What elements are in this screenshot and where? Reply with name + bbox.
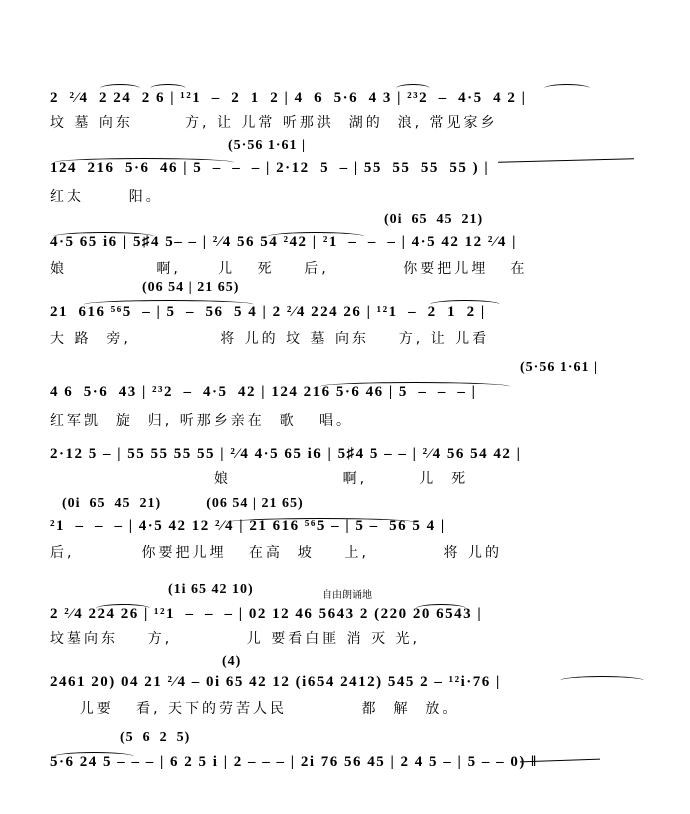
bracket-intro: (4) <box>222 654 242 669</box>
bracket-intro: (5·56 1·61 | <box>520 360 599 375</box>
slur-mark <box>320 382 510 391</box>
bracket-intro: (06 54 | 21 65) <box>142 280 240 295</box>
slur-mark <box>430 300 500 309</box>
slur-mark <box>54 158 234 167</box>
notation-line: 4·5 65 i6 | 5♯4 5– – | ²⁄4 56 54 ²42 | ²1 – – – | 4·5 42 12 ²⁄4 | <box>50 234 517 250</box>
staff-system-5 <box>0 358 690 438</box>
slur-mark <box>96 604 150 613</box>
bracket-intro: (0i 65 45 21) <box>384 212 484 227</box>
tempo-direction: 自由朗诵地 <box>322 590 372 601</box>
bracket-intro: (5 6 2 5) <box>120 730 191 745</box>
notation-line: 2·12 5 – | 55 55 55 55 | ²⁄4 4·5 65 i6 | 5♯4 5 – – | ²⁄4 56 54 42 | <box>50 446 522 462</box>
slur-mark <box>100 84 140 93</box>
staff-system-7 <box>0 494 690 574</box>
slur-mark <box>396 84 430 93</box>
lyrics-line: 坟墓向东 方, 儿 要看白匪 消 灭 光, <box>50 631 421 647</box>
slur-mark <box>54 752 134 761</box>
bracket-intro: (0i 65 45 21) (06 54 | 21 65) <box>62 496 304 511</box>
bracket-intro: (5·56 1·61 | <box>228 138 307 153</box>
lyrics-line: 儿要 看, 天下的劳苦人民 都 解 放。 <box>50 701 460 717</box>
slur-mark <box>560 676 644 685</box>
notation-line: 4 6 5·6 43 | ²³2 – 4·5 42 | 124 216 5·6 46 | 5 – – – | <box>50 384 477 400</box>
lyrics-line: 红太 阳。 <box>50 189 163 205</box>
slur-mark <box>226 518 416 527</box>
staff-system-8 <box>0 580 690 660</box>
slur-mark <box>268 232 364 241</box>
lyrics-line: 后, 你要把儿埋 在高 坡 上, 将 儿的 <box>50 545 502 561</box>
lyrics-line: 大 路 旁, 将 儿的 坟 墓 向东 方, 让 儿看 <box>50 331 490 347</box>
bracket-intro: (1i 65 42 10) <box>168 582 254 597</box>
notation-line: 2461 20) 04 21 ²⁄4 – 0i 65 42 12 (i654 2412) 545 2 – ¹²i·76 | <box>50 674 501 690</box>
staff-system-9 <box>0 654 690 734</box>
notation-line: ²1 – – – | 4·5 42 12 ²⁄4 | 21 616 ⁵⁶5 – | 5 – 56 5 4 | <box>50 518 446 534</box>
slur-mark <box>544 84 590 93</box>
staff-system-4 <box>0 278 690 358</box>
notation-line: 2 ²⁄4 224 26 | ¹²1 – – – | 02 12 46 5643 2 (220 20 6543 | <box>50 606 483 622</box>
slur-mark <box>150 84 186 93</box>
slur-mark <box>416 604 466 613</box>
notation-line: 21 616 ⁵⁶5 – | 5 – 56 5 4 | 2 ²⁄4 224 26 | ¹²1 – 2 1 2 | <box>50 304 486 320</box>
lyrics-line: 娘 啊, 儿 死 后, 你要把儿埋 在 <box>50 261 528 277</box>
notation-line: 5·6 24 5 – – – | 6 2 5 i | 2 – – – | 2i 76 56 45 | 2 4 5 – | 5 – – 0) ‖ <box>50 754 538 770</box>
slur-mark <box>54 232 154 241</box>
lyrics-line: 坟 墓 向东 方, 让 儿常 听那洪 湖的 浪, 常见家乡 <box>50 115 498 131</box>
lyrics-line: 红军凯 旋 归, 听那乡亲在 歌 唱。 <box>50 413 353 429</box>
notation-line: 2 ²⁄4 2 24 2 6 | ¹²1 – 2 1 2 | 4 6 5·6 4 3 | ²³2 – 4·5 4 2 | <box>50 90 527 106</box>
slur-mark <box>84 300 254 309</box>
notation-line: 124 216 5·6 46 | 5 – – – | 2·12 5 – | 55 55 55 55 ) | <box>50 160 490 176</box>
lyrics-line: 娘 啊, 儿 死 <box>50 471 469 487</box>
staff-system-2 <box>0 134 690 214</box>
staff-system-10 <box>0 728 690 808</box>
